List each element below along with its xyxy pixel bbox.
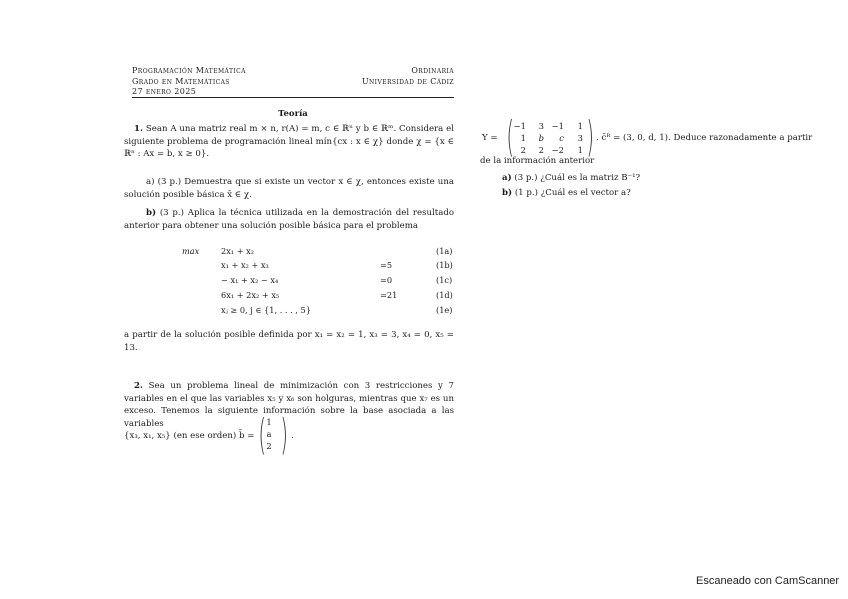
matrix-y-r2c2: b bbox=[538, 133, 544, 143]
course-name: Programación Matemática bbox=[132, 66, 246, 75]
matrix-y-left-paren: ( bbox=[506, 112, 514, 161]
matrix-y-label: Y = bbox=[482, 133, 498, 143]
lp-row-objective: 2x₁ + x₂ bbox=[221, 246, 255, 256]
b-vector-period: . bbox=[291, 431, 294, 441]
matrix-y-r3c4: 1 bbox=[577, 145, 583, 155]
part-b-text: Aplica la técnica utilizada en la demostración del resultado anterior para obtener una solución posible básica para el problema bbox=[124, 208, 455, 231]
p2-part-a-label: a) bbox=[502, 173, 512, 183]
exam-session: Ordinaria bbox=[411, 66, 454, 75]
matrix-y-r3c3: −2 bbox=[551, 145, 564, 155]
matrix-y-r2c4: 3 bbox=[577, 133, 583, 143]
problem1-statement: Sean A una matriz real m × n, r(A) = m, c ∈ ℝⁿ y b ∈ ℝᵐ. Considera el siguiente problema de programación lineal mín{cx : x ∈ χ} donde χ = {x ∈ ℝⁿ : Ax = b, x ≥ 0}. bbox=[124, 124, 454, 160]
problem2-number: 2. bbox=[134, 381, 143, 391]
b-vector-left-paren: ( bbox=[258, 410, 266, 459]
reduced-cost-continuation: de la información anterior bbox=[480, 156, 595, 166]
reduced-cost-text: . c̄ᴿ = (3, 0, d, 1). Deduce razonadamente a partir bbox=[596, 133, 813, 143]
matrix-y-r2c1: 1 bbox=[520, 133, 526, 143]
p2-part-a-points: (3 p.) bbox=[514, 173, 538, 183]
lp-tag-1e: (1e) bbox=[436, 305, 453, 315]
lp-row-constraint-1: x₁ + x₂ + x₃ bbox=[221, 260, 269, 270]
matrix-y-r3c2: 2 bbox=[538, 145, 544, 155]
p2-part-b-text: ¿Cuál es el vector a? bbox=[540, 188, 631, 198]
part-a-text: Demuestra que si existe un vector x ∈ χ, entonces existe una solución posible básica x̄ ∈ χ. bbox=[124, 177, 454, 200]
problem1-intro bbox=[124, 123, 454, 161]
problem2-part-a bbox=[502, 173, 640, 183]
matrix-y-r1c3: −1 bbox=[551, 121, 564, 131]
matrix-y-r2c3: c bbox=[559, 133, 564, 143]
lp-tag-1a: (1a) bbox=[436, 246, 453, 256]
problem2-statement: Sea un problema lineal de minimización con 3 restricciones y 7 variables en el que las variables x₅ y x₆ son holguras, mientras que x₇ es un exceso. Tenemos la siguiente información sobre la base asociada a las variables bbox=[124, 381, 455, 429]
lp-rhs-2: =0 bbox=[380, 275, 393, 285]
problem1-part-a bbox=[124, 176, 454, 201]
problem1-number: 1. bbox=[134, 124, 143, 134]
lp-tag-1c: (1c) bbox=[436, 275, 453, 285]
problem2-basis: {x₃, x₁, x₅} (en ese orden) b̄ = bbox=[124, 431, 255, 441]
lp-rhs-1: =5 bbox=[380, 260, 393, 270]
matrix-y-r1c4: 1 bbox=[577, 121, 583, 131]
b-vector-entry-1: 1 bbox=[266, 417, 272, 427]
matrix-y-r1c2: 3 bbox=[538, 121, 544, 131]
university-name: Universidad de Cádiz bbox=[361, 76, 454, 86]
problem2-intro bbox=[124, 380, 454, 430]
section-title: Teoría bbox=[278, 109, 308, 119]
lp-row-constraint-3: 6x₁ + 2x₂ + x₅ bbox=[221, 290, 280, 300]
p2-part-a-text: ¿Cuál es la matriz B⁻¹? bbox=[540, 173, 641, 183]
lp-max-label: max bbox=[182, 246, 200, 256]
header-left bbox=[132, 66, 246, 98]
lp-row-constraint-2: − x₁ + x₂ − x₄ bbox=[221, 275, 279, 285]
part-b-points: (3 p.) bbox=[159, 208, 184, 218]
problem1-closing: a partir de la solución posible definida por x₁ = x₂ = 1, x₃ = 3, x₄ = 0, x₅ = 13. bbox=[124, 330, 454, 353]
header-right bbox=[300, 66, 454, 87]
problem2-part-b bbox=[502, 188, 631, 198]
b-vector-entry-2: a bbox=[266, 429, 272, 439]
matrix-y-right-paren: ) bbox=[586, 112, 594, 161]
b-vector-entry-3: 2 bbox=[266, 441, 272, 451]
part-b-label: b) bbox=[146, 208, 157, 218]
lp-rhs-3: =21 bbox=[380, 290, 398, 300]
matrix-y-r1c1: −1 bbox=[513, 121, 526, 131]
lp-tag-1b: (1b) bbox=[436, 260, 453, 270]
degree-name: Grado en Matemáticas bbox=[132, 76, 230, 86]
p2-part-b-label: b) bbox=[502, 188, 513, 198]
lp-tag-1d: (1d) bbox=[436, 290, 453, 300]
p2-part-b-points: (1 p.) bbox=[514, 188, 538, 198]
matrix-y-r3c1: 2 bbox=[520, 145, 526, 155]
scanner-watermark: Escaneado con CamScanner bbox=[696, 575, 840, 587]
header-rule bbox=[132, 97, 454, 98]
part-a-label: a) bbox=[146, 177, 155, 187]
exam-date: 27 enero 2025 bbox=[132, 87, 197, 96]
problem1-part-b bbox=[124, 207, 454, 232]
part-a-points: (3 p.) bbox=[157, 177, 182, 187]
b-vector-right-paren: ) bbox=[280, 410, 288, 459]
lp-row-nonnegativity: xⱼ ≥ 0, j ∈ {1, . . . , 5} bbox=[221, 305, 311, 315]
